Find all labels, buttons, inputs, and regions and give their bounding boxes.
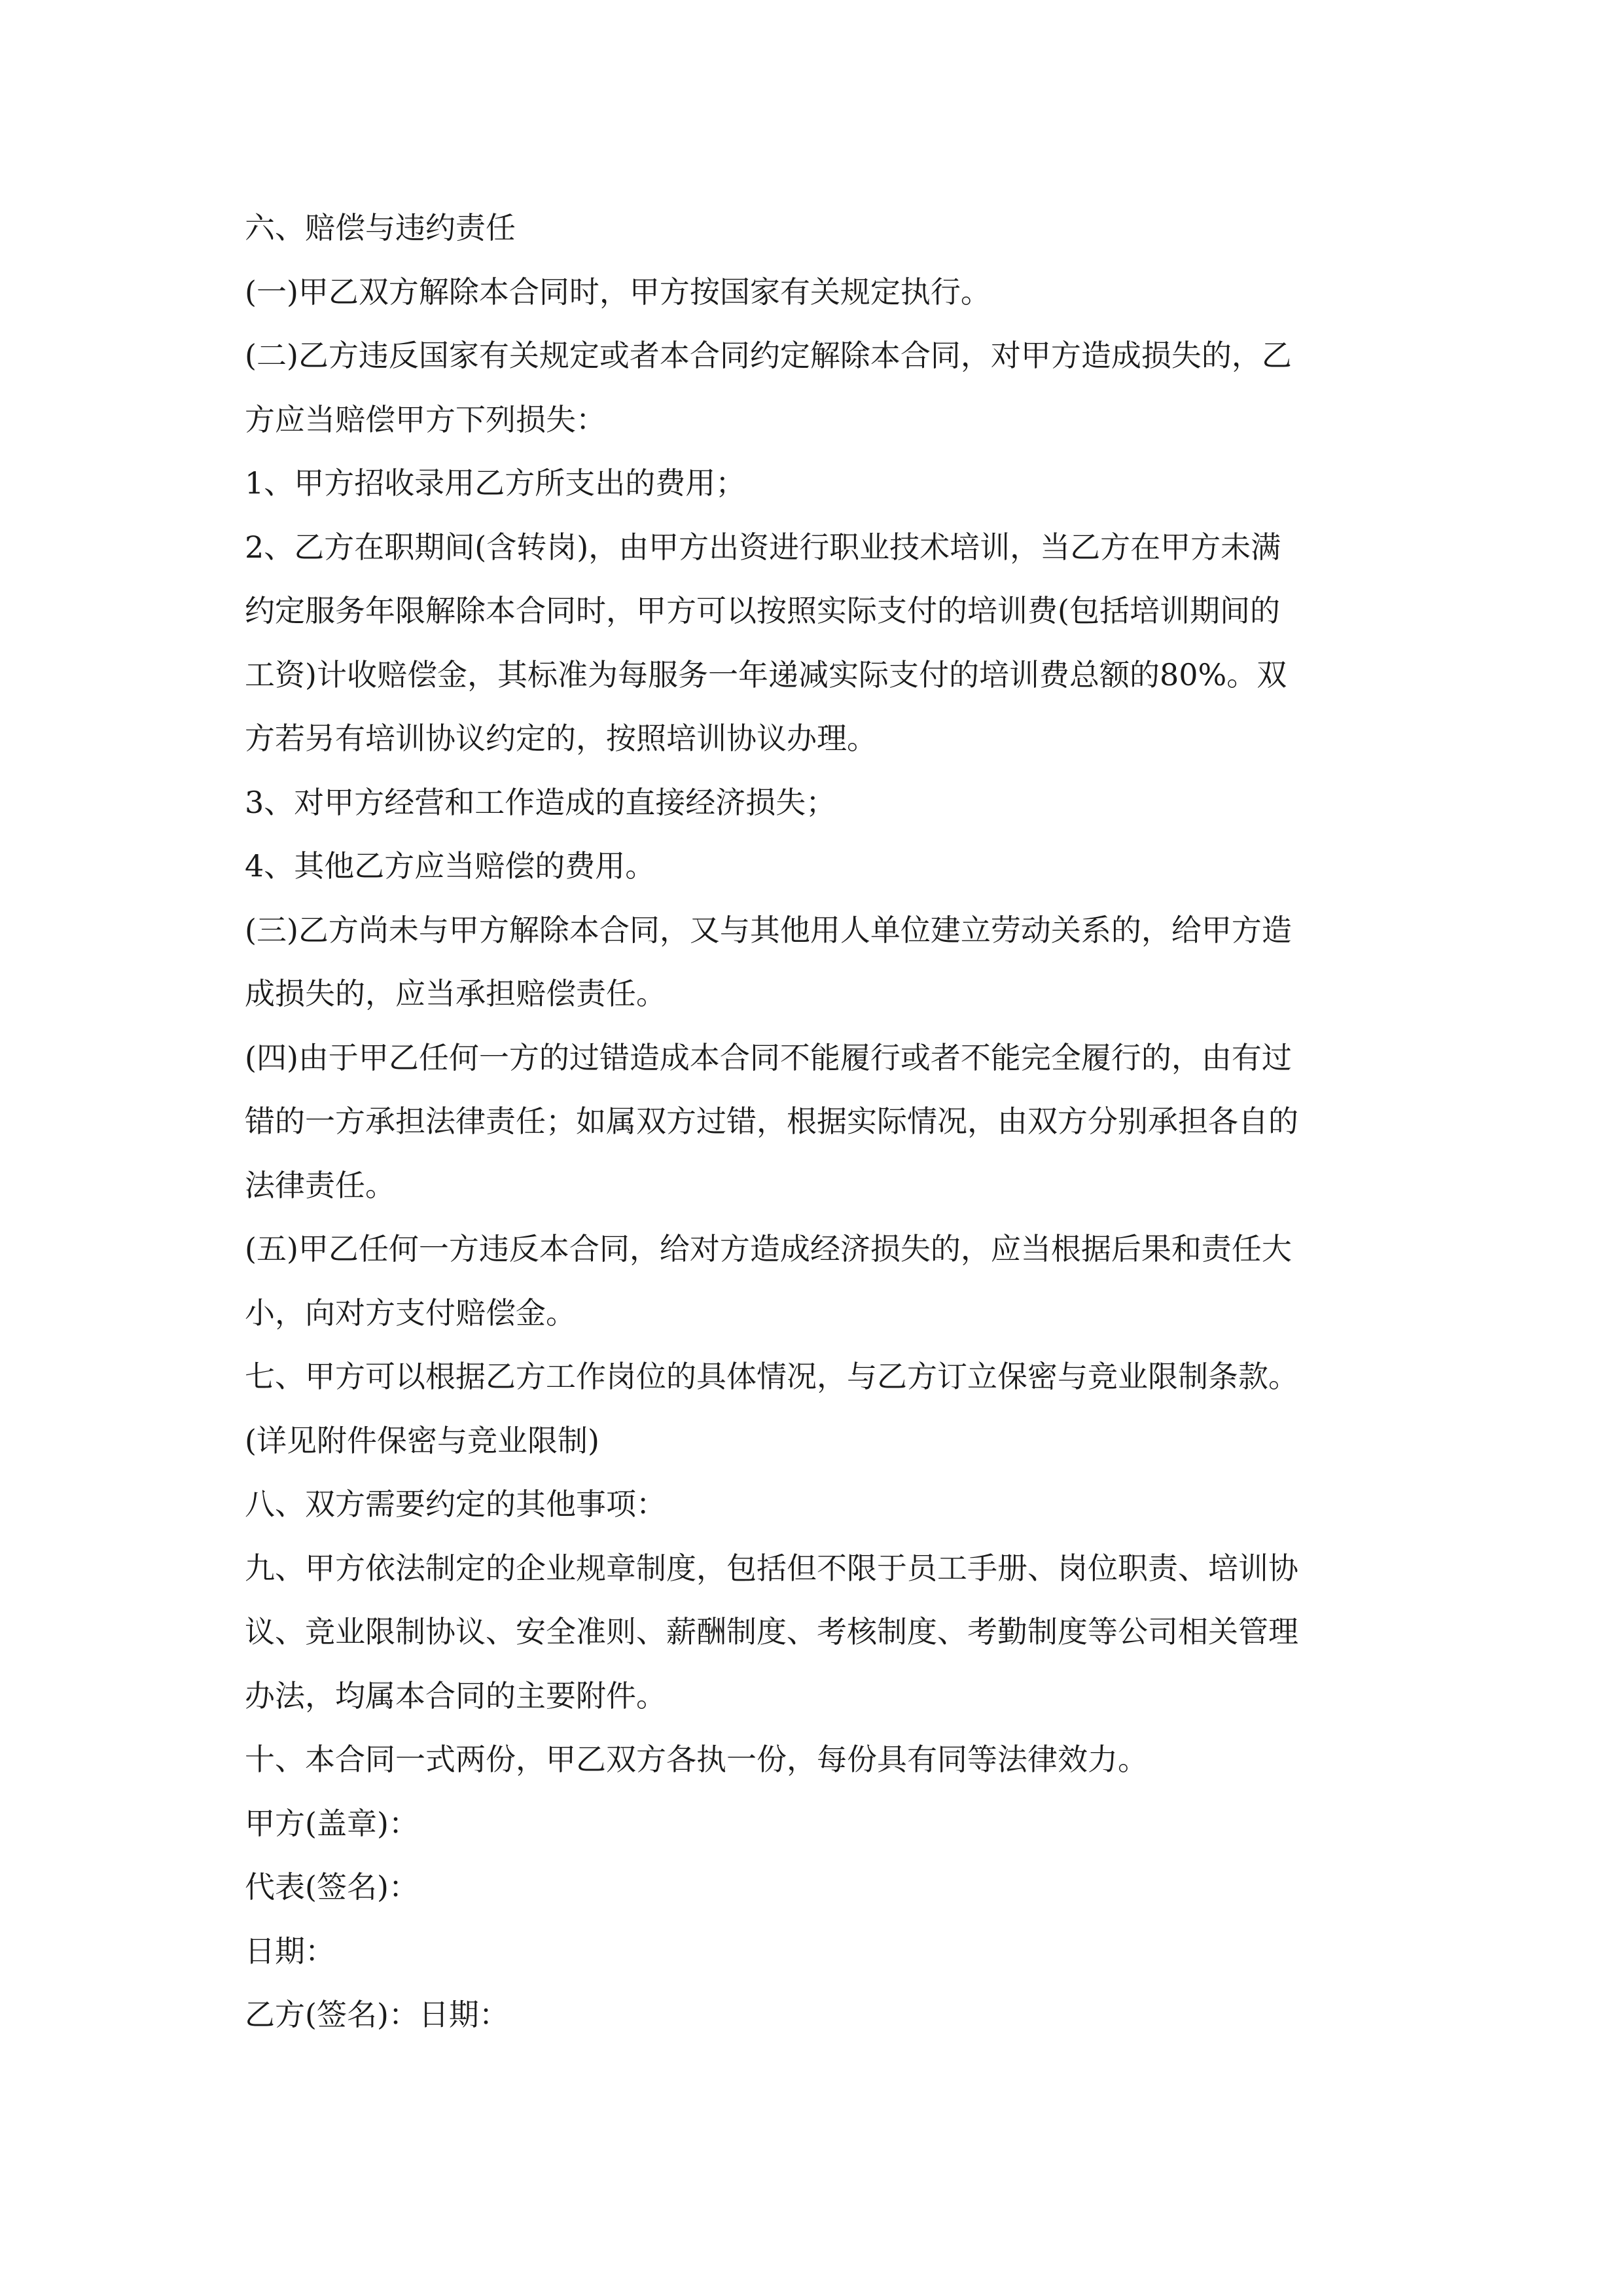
section-9-line-2: 议、竞业限制协议、安全准则、薪酬制度、考核制度、考勤制度等公司相关管理 (245, 1614, 1298, 1649)
section-8: 八、双方需要约定的其他事项： (245, 1486, 666, 1522)
clause-2-line-2: 方应当赔偿甲方下列损失： (245, 401, 606, 437)
clause-4-line-2: 错的一方承担法律责任；如属双方过错，根据实际情况，由双方分别承担各自的 (245, 1103, 1298, 1139)
loss-item-2-line-2: 约定服务年限解除本合同时，甲方可以按照实际支付的培训费(包括培训期间的 (245, 593, 1280, 628)
loss-item-2-line-3: 工资)计收赔偿金，其标准为每服务一年递减实际支付的培训费总额的80%。双 (245, 656, 1287, 692)
loss-item-3: 3、对甲方经营和工作造成的直接经济损失； (245, 784, 836, 820)
section-heading-compensation: 六、赔偿与违约责任 (245, 210, 516, 245)
clause-1: (一)甲乙双方解除本合同时，甲方按国家有关规定执行。 (245, 274, 991, 310)
section-10: 十、本合同一式两份，甲乙双方各执一份，每份具有同等法律效力。 (245, 1742, 1148, 1777)
clause-3-line-1: (三)乙方尚未与甲方解除本合同，又与其他用人单位建立劳动关系的，给甲方造 (245, 912, 1292, 948)
clause-2-line-1: (二)乙方违反国家有关规定或者本合同约定解除本合同，对甲方造成损失的，乙 (245, 338, 1292, 373)
clause-4-line-3: 法律责任。 (245, 1167, 395, 1203)
representative-signature-label: 代表(签名)： (245, 1869, 419, 1905)
party-a-date-label: 日期： (245, 1933, 335, 1969)
clause-5-line-2: 小，向对方支付赔偿金。 (245, 1295, 576, 1331)
party-a-seal-label: 甲方(盖章)： (245, 1805, 419, 1841)
contract-body (245, 196, 1397, 2047)
clause-5-line-1: (五)甲乙任何一方违反本合同，给对方造成经济损失的，应当根据后果和责任大 (245, 1231, 1292, 1266)
section-9-line-3: 办法，均属本合同的主要附件。 (245, 1677, 666, 1713)
party-b-signature-date-label: 乙方(签名)：日期： (245, 1997, 509, 2032)
clause-4-line-1: (四)由于甲乙任何一方的过错造成本合同不能履行或者不能完全履行的，由有过 (245, 1039, 1292, 1075)
section-7: 七、甲方可以根据乙方工作岗位的具体情况，与乙方订立保密与竞业限制条款。 (245, 1359, 1298, 1394)
loss-item-4: 4、其他乙方应当赔偿的费用。 (245, 848, 656, 884)
clause-3-line-2: 成损失的，应当承担赔偿责任。 (245, 976, 666, 1011)
section-7-note: (详见附件保密与竞业限制) (245, 1422, 599, 1458)
loss-item-1: 1、甲方招收录用乙方所支出的费用； (245, 465, 746, 501)
loss-item-2-line-1: 2、乙方在职期间(含转岗)，由甲方出资进行职业技术培训，当乙方在甲方未满 (245, 529, 1281, 565)
section-9-line-1: 九、甲方依法制定的企业规章制度，包括但不限于员工手册、岗位职责、培训协 (245, 1550, 1298, 1586)
loss-item-2-line-4: 方若另有培训协议约定的，按照培训协议办理。 (245, 721, 877, 756)
